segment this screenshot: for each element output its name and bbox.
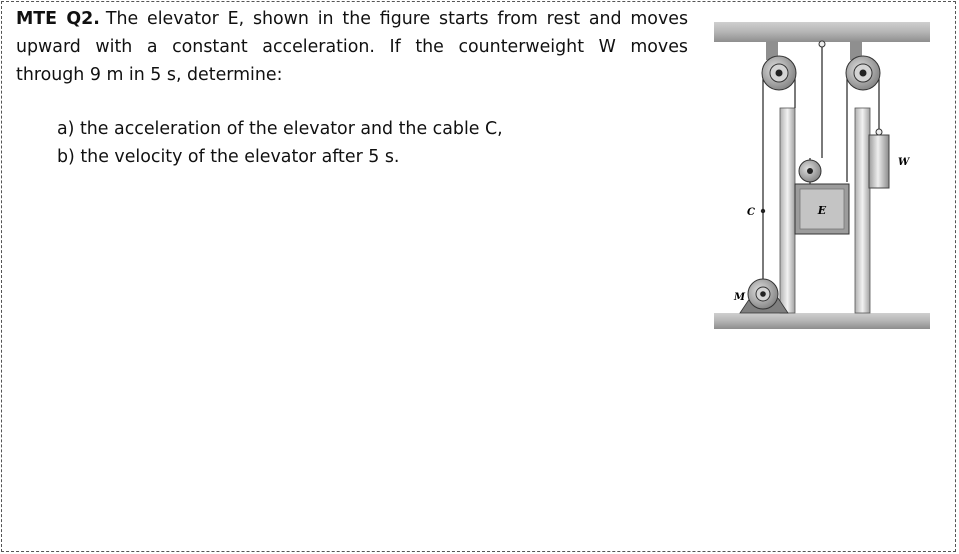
label-m: M (734, 292, 746, 303)
cable-anchor (819, 41, 825, 47)
problem-line-1: MTE Q2. The elevator E, shown in the figure starts from rest and moves (16, 9, 688, 29)
problem-line-3: through 9 m in 5 s, determine: (16, 65, 283, 85)
left-top-pulley (762, 56, 796, 90)
ceiling-beam (714, 22, 930, 42)
part-a: a) the acceleration of the elevator and the cable C, (57, 119, 503, 139)
part-b: b) the velocity of the elevator after 5 s. (57, 147, 400, 167)
problem-line-2: upward with a constant acceleration. If the counterweight W moves (16, 37, 688, 57)
floor-slab (714, 313, 930, 329)
question-parts (57, 115, 503, 171)
right-guide-post (855, 108, 870, 313)
left-guide-post (780, 108, 795, 313)
label-e: E (817, 204, 827, 217)
label-w: W (898, 157, 910, 168)
elevator-figure (700, 8, 940, 338)
cable-c-marker (761, 209, 765, 213)
right-top-pulley (846, 56, 880, 90)
elevator-pulley (799, 160, 821, 182)
label-c: C (747, 207, 755, 218)
problem-label: MTE Q2. (16, 9, 100, 29)
problem-statement (16, 5, 688, 89)
counterweight-w (869, 135, 889, 188)
